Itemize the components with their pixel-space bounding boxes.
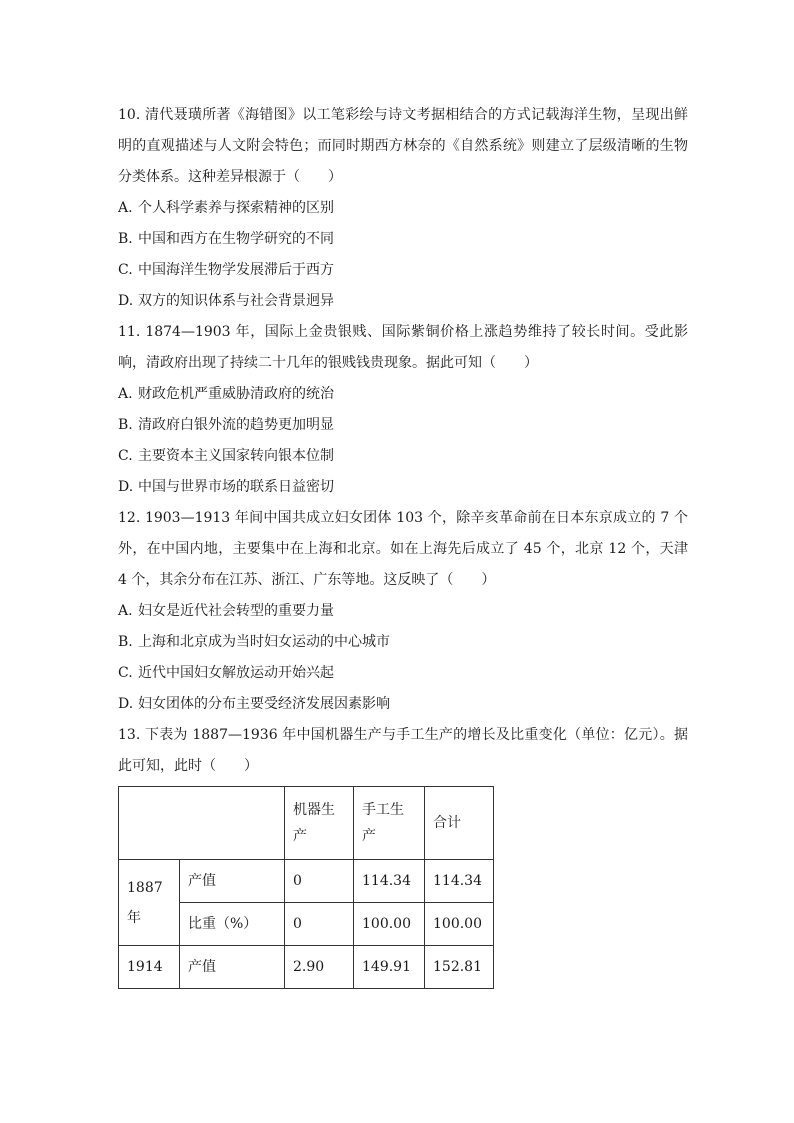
year-cell: 1914	[119, 946, 180, 989]
question-10	[118, 100, 688, 317]
option-letter: B.	[118, 634, 133, 650]
option-letter: A.	[118, 200, 133, 216]
handcraft-cell: 100.00	[354, 903, 425, 946]
handcraft-cell: 114.34	[354, 860, 425, 903]
option-letter: C.	[118, 665, 133, 681]
total-cell: 100.00	[425, 903, 494, 946]
header-total: 合计	[425, 787, 494, 860]
machine-cell: 2.90	[285, 946, 354, 989]
option-a	[118, 193, 688, 224]
option-d	[118, 286, 688, 317]
option-letter: A.	[118, 386, 133, 402]
header-machine: 机器生产	[285, 787, 354, 860]
machine-cell: 0	[285, 860, 354, 903]
question-stem: 10. 清代聂璜所著《海错图》以工笔彩绘与诗文考据相结合的方式记载海洋生物，呈现出鲜明的直观描述与人文附会特色；而同时期西方林奈的《自然系统》则建立了层级清晰的生物分类体系。这种差异根源于（ ）	[118, 107, 688, 185]
table-header-row	[119, 787, 494, 860]
option-letter: A.	[118, 603, 133, 619]
option-text: 近代中国妇女解放运动开始兴起	[138, 665, 334, 681]
question-13	[118, 720, 688, 989]
machine-cell: 0	[285, 903, 354, 946]
page-content	[118, 100, 688, 989]
option-b	[118, 410, 688, 441]
option-text: 双方的知识体系与社会背景迥异	[138, 293, 334, 309]
table-row	[119, 860, 494, 903]
metric-cell: 产值	[180, 946, 285, 989]
option-d	[118, 689, 688, 720]
option-b	[118, 627, 688, 658]
option-text: 中国海洋生物学发展滞后于西方	[138, 262, 334, 278]
option-letter: D.	[118, 479, 134, 495]
option-text: 中国与世界市场的联系日益密切	[138, 479, 334, 495]
option-d	[118, 472, 688, 503]
option-text: 主要资本主义国家转向银本位制	[138, 448, 334, 464]
option-letter: D.	[118, 293, 134, 309]
table-row	[119, 946, 494, 989]
option-text: 妇女团体的分布主要受经济发展因素影响	[138, 696, 390, 712]
total-cell: 114.34	[425, 860, 494, 903]
option-letter: B.	[118, 417, 133, 433]
header-handcraft: 手工生产	[354, 787, 425, 860]
option-text: 清政府白银外流的趋势更加明显	[138, 417, 334, 433]
option-letter: B.	[118, 231, 133, 247]
option-text: 妇女是近代社会转型的重要力量	[138, 603, 334, 619]
question-stem: 13. 下表为 1887—1936 年中国机器生产与手工生产的增长及比重变化（单位：亿元）。据此可知，此时（ ）	[118, 727, 688, 774]
year-cell: 1887 年	[119, 860, 180, 946]
handcraft-cell: 149.91	[354, 946, 425, 989]
option-text: 个人科学素养与探索精神的区别	[138, 200, 334, 216]
total-cell: 152.81	[425, 946, 494, 989]
option-a	[118, 379, 688, 410]
option-text: 财政危机严重威胁清政府的统治	[138, 386, 334, 402]
option-letter: C.	[118, 448, 133, 464]
option-text: 上海和北京成为当时妇女运动的中心城市	[138, 634, 390, 650]
option-a	[118, 596, 688, 627]
option-text: 中国和西方在生物学研究的不同	[138, 231, 334, 247]
metric-cell: 比重（%）	[180, 903, 285, 946]
question-11	[118, 317, 688, 503]
option-c	[118, 658, 688, 689]
question-stem: 11. 1874—1903 年，国际上金贵银贱、国际紫铜价格上涨趋势维持了较长时间。受此影响，清政府出现了持续二十几年的银贱钱贵现象。据此可知（ ）	[118, 324, 688, 371]
option-c	[118, 255, 688, 286]
question-12	[118, 503, 688, 720]
question-stem: 12. 1903—1913 年间中国共成立妇女团体 103 个，除辛亥革命前在日本东京成立的 7 个外，在中国内地，主要集中在上海和北京。如在上海先后成立了 45 个，北京 12 个，天津 4 个，其余分布在江苏、浙江、广东等地。这反映了（ ）	[118, 510, 688, 588]
metric-cell: 产值	[180, 860, 285, 903]
option-letter: D.	[118, 696, 134, 712]
production-table	[118, 786, 494, 989]
option-c	[118, 441, 688, 472]
option-b	[118, 224, 688, 255]
option-letter: C.	[118, 262, 133, 278]
table-corner-cell	[119, 787, 285, 860]
